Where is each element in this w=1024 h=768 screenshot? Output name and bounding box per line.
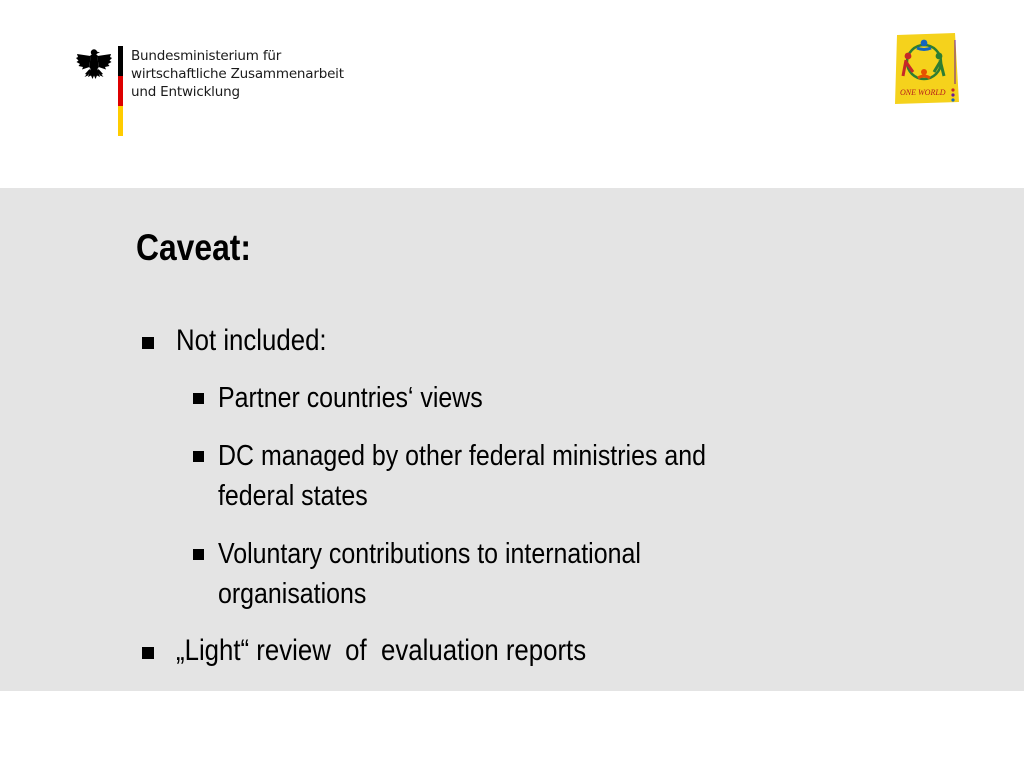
ministry-name-line-1: Bundesministerium für — [131, 48, 282, 64]
one-world-logo-text: ONE WORLD — [900, 88, 946, 97]
slide-content — [0, 188, 1024, 691]
german-flag-bar — [118, 46, 123, 136]
federal-eagle-icon — [74, 46, 114, 86]
slide-title: Caveat: — [136, 227, 251, 268]
sub-bullet-text-line-2: organisations — [218, 578, 367, 610]
sub-bullet-partner-views — [193, 378, 526, 418]
sub-bullet-text-line-1: Voluntary contributions to international — [218, 538, 641, 570]
sub-bullet-dc-managed — [193, 436, 785, 516]
bullet-square-icon — [193, 451, 204, 462]
ministry-name — [131, 47, 344, 101]
bullet-light-review — [142, 631, 653, 671]
bullet-square-icon — [193, 549, 204, 560]
bullet-square-icon — [142, 647, 154, 659]
sub-bullet-text-line-1: DC managed by other federal ministries and — [218, 440, 706, 472]
sub-bullet-text-line-2: federal states — [218, 480, 368, 512]
bullet-square-icon — [142, 337, 154, 349]
footer — [0, 691, 1024, 768]
one-world-logo-icon — [893, 32, 961, 106]
bullet-square-icon — [193, 393, 204, 404]
bullet-not-included — [142, 321, 351, 361]
ministry-name-line-2: wirtschaftliche Zusammenarbeit — [131, 66, 344, 82]
header — [0, 0, 1024, 188]
sub-bullet-voluntary-contributions — [193, 534, 710, 614]
bullet-text: Not included: — [176, 324, 327, 357]
sub-bullet-text: Partner countries‘ views — [218, 382, 483, 414]
ministry-name-line-3: und Entwicklung — [131, 84, 240, 100]
bullet-text: „Light“ review of evaluation reports — [176, 634, 587, 667]
